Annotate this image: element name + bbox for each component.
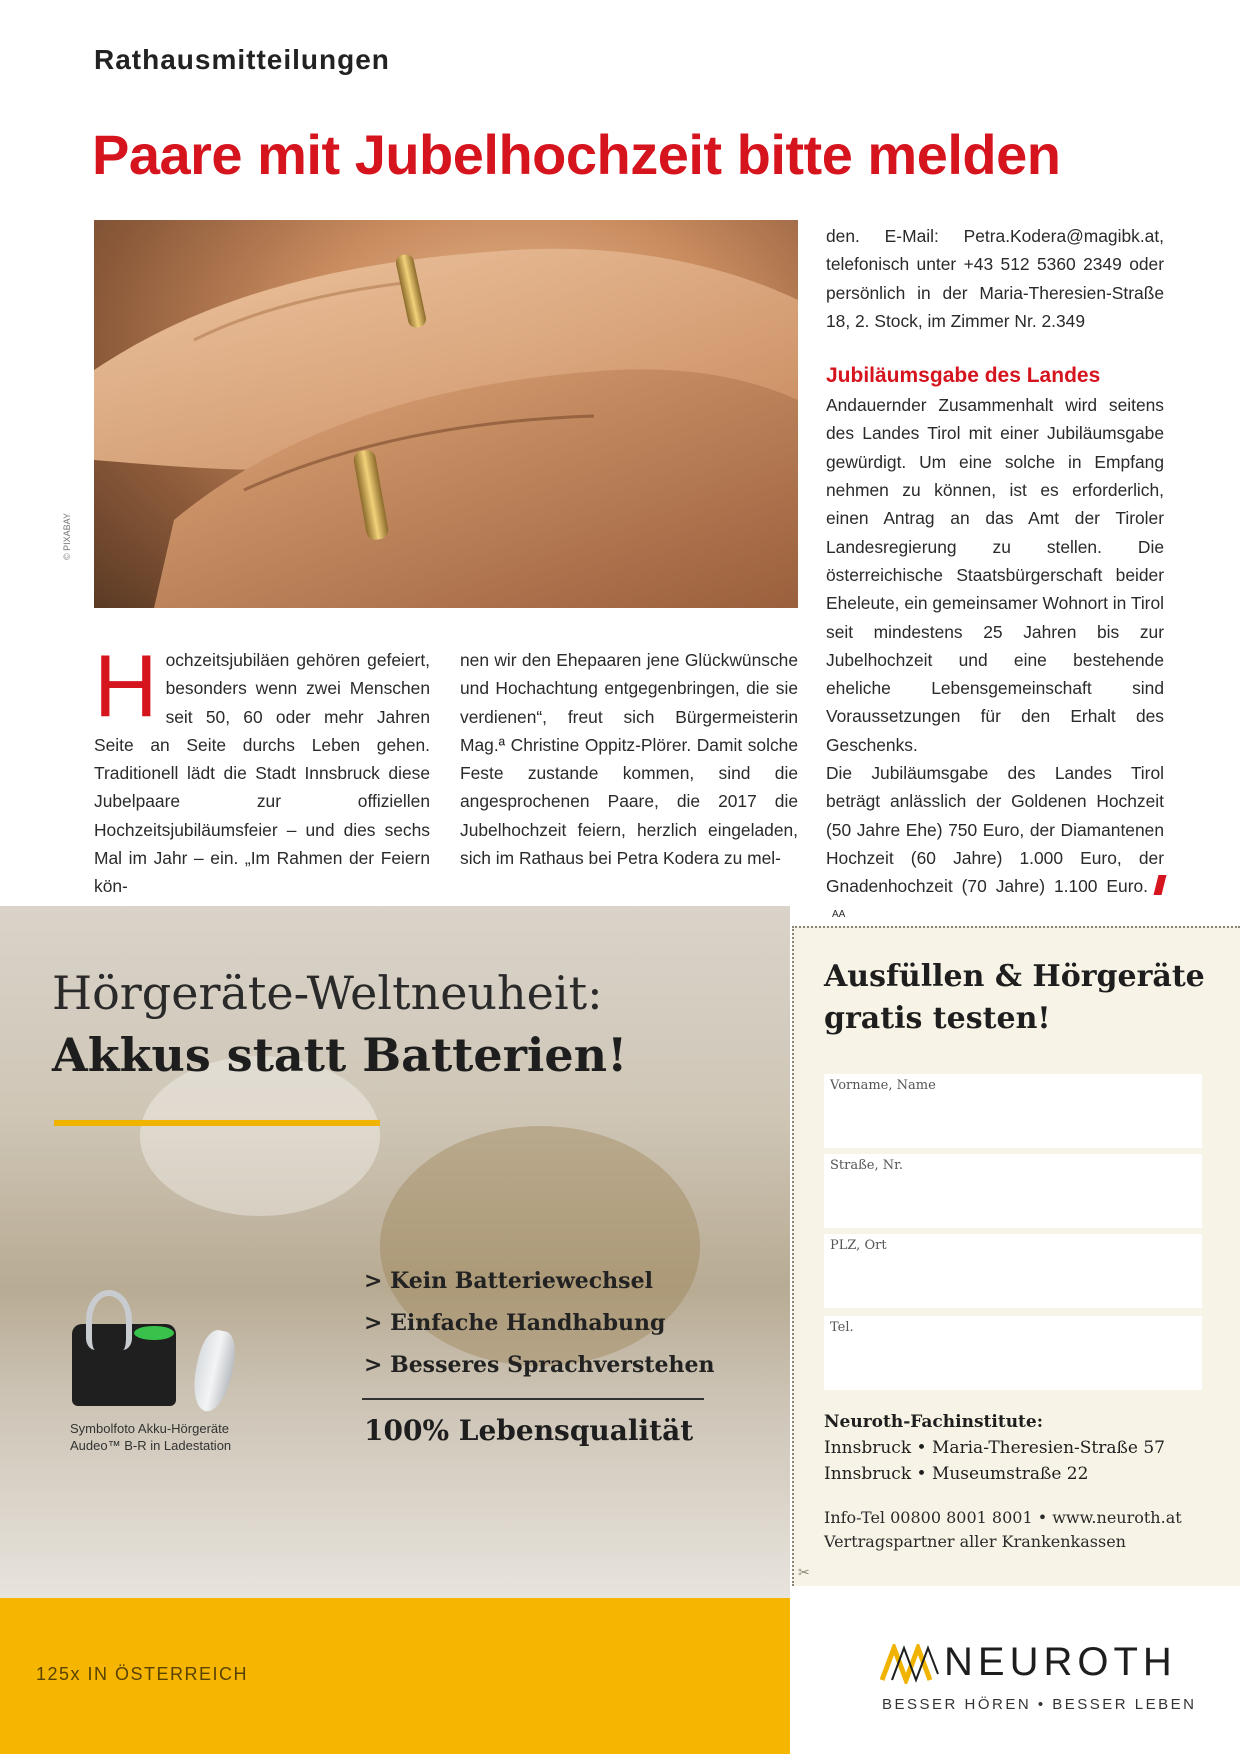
ad-benefit-item: > Besseres Sprachverstehen xyxy=(364,1352,715,1378)
brand-name: NEUROTH xyxy=(944,1640,1177,1684)
coupon-address-1: Innsbruck • Maria-Theresien-Straße 57 xyxy=(824,1438,1165,1458)
brand-slogan: BESSER HÖREN • BESSER LEBEN xyxy=(882,1696,1197,1713)
ad-title-line2: Akkus statt Batterien! xyxy=(52,1028,628,1082)
hearing-aid-ad xyxy=(0,906,790,1598)
drop-cap: H xyxy=(94,636,158,735)
name-field[interactable]: Vorname, Name xyxy=(824,1074,1202,1148)
author-initials: AA xyxy=(832,908,846,920)
article-column-3 xyxy=(826,222,1164,932)
ad-benefit-item: > Kein Batteriewechsel xyxy=(364,1268,653,1294)
hearing-aid-silver-icon xyxy=(188,1327,240,1415)
neuroth-wave-icon xyxy=(880,1644,940,1684)
hands-photo xyxy=(94,220,798,608)
coupon-title xyxy=(824,956,1205,1040)
ad-benefit-list xyxy=(364,1260,715,1386)
device-caption-line2: Audeo™ B-R in Ladestation xyxy=(70,1438,232,1453)
article-text-1: ochzeitsjubiläen gehören gefeiert, besonders wenn zwei Menschen seit 50, 60 oder mehr Jahren Seite an Seite durchs Leben gehen. Traditionell lädt die Stadt Innsbruck diese Jubelpaare zur offiziellen Hochzeitsjubiläumsfeier – und dies sechs Mal im Jahr – ein. „Im Rahmen der Feiern kön- xyxy=(94,650,430,897)
article-column-1 xyxy=(94,636,430,901)
scissors-icon: ✂ xyxy=(798,1564,810,1580)
charging-led-icon xyxy=(134,1326,174,1340)
coupon-title-line2: gratis testen! xyxy=(824,1001,1051,1036)
ad-divider xyxy=(362,1398,704,1400)
hands-illustration xyxy=(94,220,798,608)
footer-locations: 125x IN ÖSTERREICH xyxy=(36,1664,249,1684)
ad-title-underline xyxy=(54,1120,380,1126)
coupon-company: Neuroth-Fachinstitute: xyxy=(824,1412,1043,1432)
device-caption xyxy=(70,1420,231,1454)
ad-title-line1: Hörgeräte-Weltneuheit: xyxy=(52,966,603,1020)
article-text-3-p2-text: Die Jubiläumsgabe des Landes Tirol beträgt anlässlich der Goldenen Hochzeit (50 Jahre Ehe) 750 Euro, der Diamantenen Hochzeit (60 Jahre) 1.000 Euro, der Gnadenhochzeit (70 Jahre) 1.100 Euro. xyxy=(826,763,1164,897)
article-text-2: nen wir den Ehepaaren jene Glückwünsche und Hochachtung entgegenbringen, die sie verdienen“, freut sich Bürgermeisterin Mag.ª Christine Oppitz-Plörer. Damit solche Feste zustande kommen, sind die angesprochenen Paare, die 2017 die Jubelhochzeit feiern, herzlich eingeladen, sich im Rathaus bei Petra Kodera zu mel- xyxy=(460,650,798,869)
ad-claim: 100% Lebensqualität xyxy=(364,1414,694,1447)
street-field[interactable]: Straße, Nr. xyxy=(824,1154,1202,1228)
coupon-address-2: Innsbruck • Museumstraße 22 xyxy=(824,1464,1089,1484)
end-mark-icon xyxy=(1154,875,1167,895)
article-text-3-intro: den. E-Mail: Petra.Kodera@magibk.at, telefonisch unter +43 512 5360 2349 oder persönlich in der Maria-Theresien-Straße 18, 2. Stock, im Zimmer Nr. 2.349 xyxy=(826,226,1164,331)
device-caption-line1: Symbolfoto Akku-Hörgeräte xyxy=(70,1421,229,1436)
page-title: Paare mit Jubelhochzeit bitte melden xyxy=(92,123,1061,186)
coupon-info-phone: Info-Tel 00800 8001 8001 • www.neuroth.at xyxy=(824,1508,1182,1527)
zip-city-field[interactable]: PLZ, Ort xyxy=(824,1234,1202,1308)
article-column-2 xyxy=(460,646,798,872)
ad-benefit-item: > Einfache Handhabung xyxy=(364,1310,666,1336)
photo-credit: © PIXABAY xyxy=(62,513,72,560)
section-label: Rathausmitteilungen xyxy=(94,44,390,75)
article-text-3-p1: Andauernder Zusammenhalt wird seitens des Landes Tirol mit einer Jubiläumsgabe gewürdigt. Um eine solche in Empfang nehmen zu können, ist es erforderlich, einen Antrag an das Amt der Tiroler Landesregierung zu stellen. Die österreichische Staatsbürgerschaft beider Eheleute, ein gemeinsamer Wohnort in Tirol seit mindestens 25 Jahren bis zur Jubelhochzeit und eine bestehende eheliche Lebensgemeinschaft sind Voraussetzungen für den Erhalt des Geschenks. xyxy=(826,395,1165,755)
coupon-info-insurance: Vertragspartner aller Krankenkassen xyxy=(824,1532,1126,1551)
hearing-aid-icon xyxy=(86,1290,132,1350)
footer-bar xyxy=(0,1598,790,1754)
order-coupon xyxy=(792,926,1240,1586)
coupon-title-line1: Ausfüllen & Hörgeräte xyxy=(824,959,1205,994)
article-subheading: Jubiläumsgabe des Landes xyxy=(826,364,1101,388)
phone-field[interactable]: Tel. xyxy=(824,1316,1202,1390)
neuroth-logo xyxy=(880,1640,1197,1713)
article-text-3-p2 xyxy=(826,759,1164,932)
